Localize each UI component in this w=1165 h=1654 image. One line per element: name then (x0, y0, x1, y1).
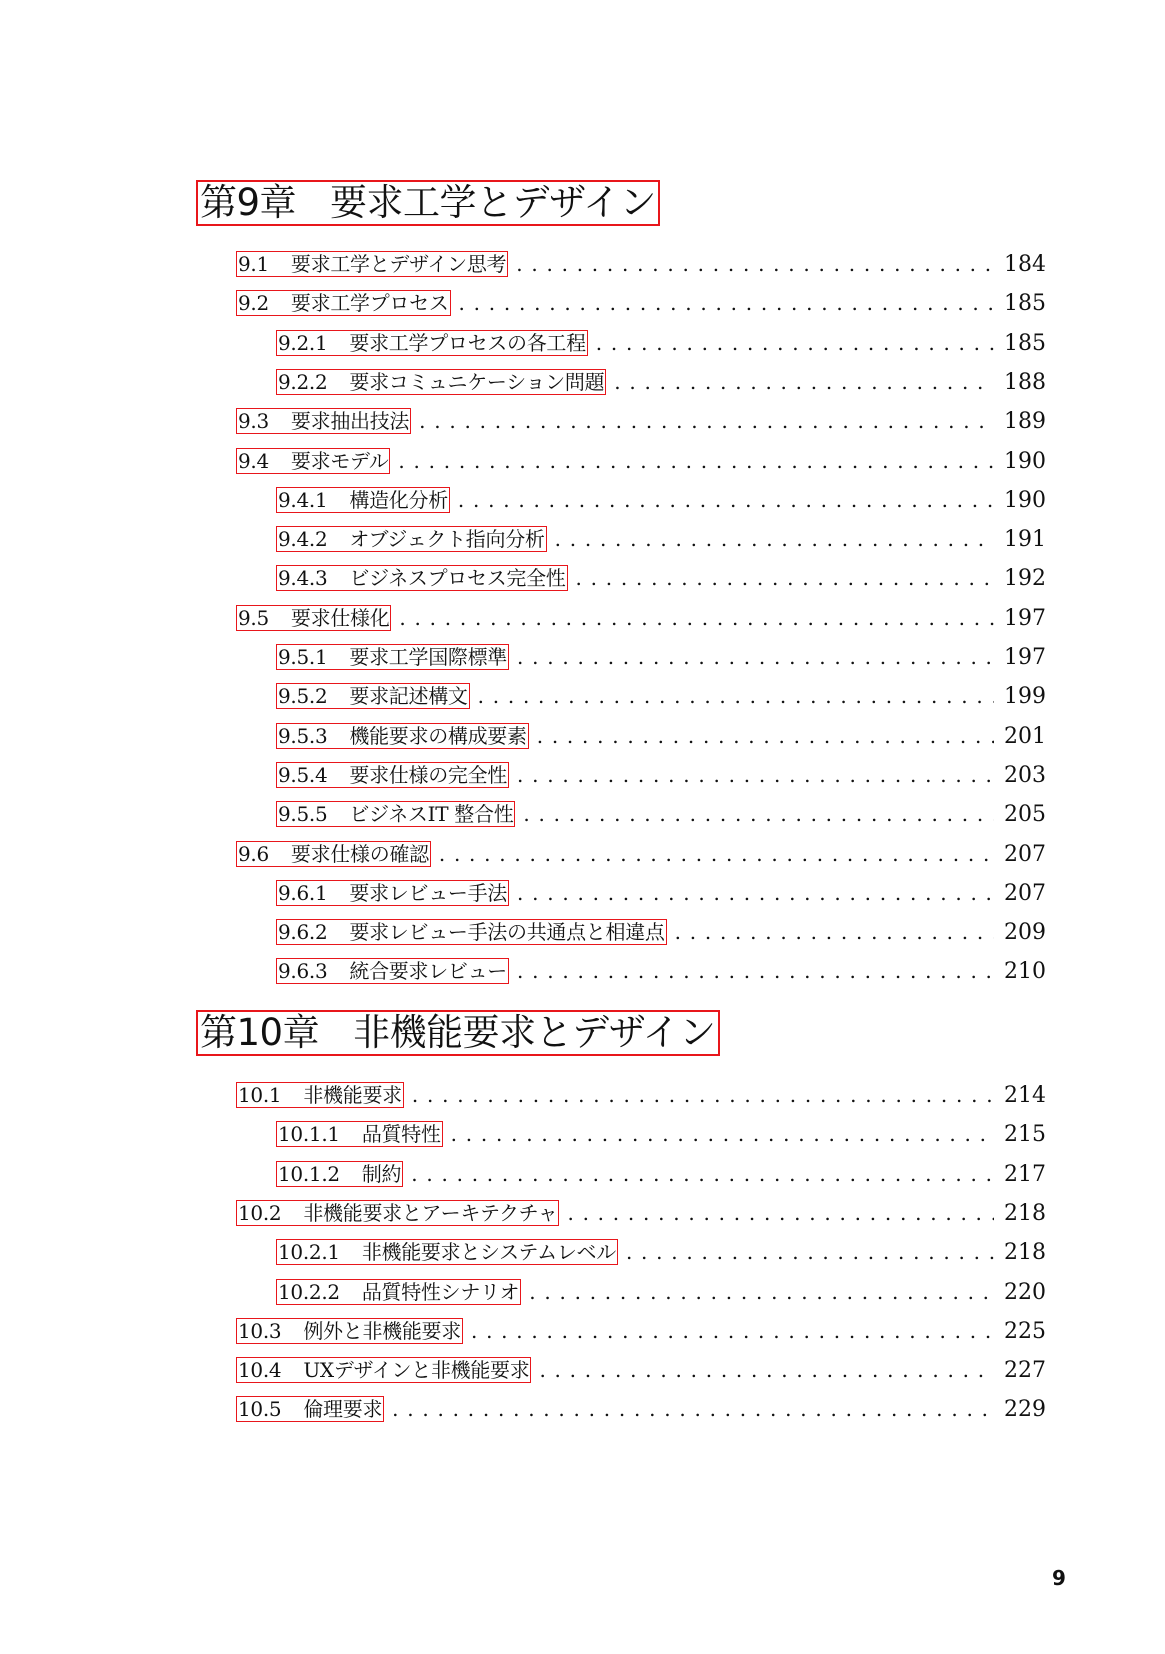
toc-entry[interactable] (236, 1355, 1044, 1385)
toc-entry-label[interactable] (236, 841, 431, 867)
toc-entry-label[interactable] (276, 1121, 443, 1147)
toc-entry-label[interactable] (276, 723, 529, 749)
section-title: 要求仕様の完全性 (349, 762, 507, 787)
page-folio: 9 (1052, 1566, 1066, 1590)
toc-entry-label[interactable] (236, 605, 391, 631)
toc-entry-label[interactable] (276, 487, 450, 513)
toc-entry-label[interactable] (276, 919, 667, 945)
section-number: 9.5.4 (278, 762, 328, 787)
toc-entry-label[interactable] (276, 644, 509, 670)
page-number: 185 (1004, 330, 1046, 356)
dot-leader (517, 956, 994, 986)
dot-leader (567, 1198, 994, 1228)
toc-entry-label[interactable] (276, 762, 509, 788)
section-number: 9.1 (238, 252, 269, 276)
toc-entry[interactable] (276, 524, 1044, 554)
section-number: 9.3 (238, 409, 269, 434)
toc-entry-label[interactable] (276, 683, 470, 709)
section-title: 要求工学プロセス (290, 291, 449, 316)
chapter-heading (196, 1010, 720, 1054)
chapter-number: 第9章 (200, 181, 297, 224)
section-title: オブジェクト指向分析 (349, 527, 545, 552)
toc-entry[interactable] (276, 956, 1044, 986)
page-number: 215 (1004, 1122, 1046, 1148)
page-number: 203 (1004, 762, 1046, 788)
dot-leader (516, 249, 994, 279)
dot-leader (523, 799, 994, 829)
dot-leader (614, 367, 994, 397)
section-number: 9.6.3 (278, 959, 328, 984)
section-title: ビジネスプロセス完全性 (349, 566, 566, 591)
section-number: 9.4.1 (278, 487, 328, 512)
page-number: 188 (1004, 369, 1046, 395)
page-number: 207 (1004, 880, 1046, 906)
section-title: 制約 (361, 1161, 402, 1186)
toc-entry[interactable] (236, 446, 1044, 476)
page-number: 220 (1004, 1279, 1046, 1305)
dot-leader (555, 524, 994, 554)
page-number: 191 (1004, 527, 1046, 553)
page-number: 218 (1004, 1200, 1046, 1226)
dot-leader (451, 1119, 994, 1149)
toc-entry[interactable] (276, 760, 1044, 790)
toc-entry[interactable] (236, 288, 1044, 318)
toc-entry-label[interactable] (236, 1357, 531, 1383)
toc-entry-label[interactable] (276, 801, 515, 827)
section-title: 品質特性シナリオ (361, 1279, 520, 1304)
toc-entry[interactable] (236, 1316, 1044, 1346)
dot-leader (411, 1159, 994, 1189)
section-number: 9.2.1 (278, 330, 328, 355)
dot-leader (529, 1277, 994, 1307)
toc-entry[interactable] (236, 1080, 1044, 1110)
dot-leader (675, 917, 994, 947)
dot-leader (459, 288, 994, 318)
section-title: 品質特性 (361, 1122, 441, 1147)
section-title: 要求レビュー手法の共通点と相違点 (349, 920, 665, 945)
dot-leader (626, 1237, 994, 1267)
section-title: 要求工学とデザイン思考 (290, 252, 507, 276)
toc-entry-label[interactable] (276, 880, 509, 906)
toc-entry[interactable] (276, 1119, 1044, 1149)
section-title: 要求仕様の確認 (290, 841, 429, 866)
section-number: 9.4.3 (278, 566, 328, 591)
toc-entry-label[interactable] (276, 565, 568, 591)
dot-leader (478, 681, 994, 711)
page-number: 227 (1004, 1358, 1046, 1384)
toc-entry-label[interactable] (276, 330, 588, 356)
section-number: 10.2.1 (278, 1240, 340, 1265)
dot-leader (439, 839, 994, 869)
section-title: 要求工学国際標準 (349, 645, 507, 669)
page-number: 189 (1004, 409, 1046, 435)
dot-leader (576, 563, 995, 593)
section-number: 10.4 (238, 1358, 282, 1383)
toc-entry[interactable] (276, 917, 1044, 947)
toc-entry-label[interactable] (236, 448, 390, 474)
dot-leader (398, 446, 994, 476)
section-title: 要求抽出技法 (290, 409, 410, 434)
section-number: 9.2 (238, 291, 269, 316)
section-number: 9.6 (238, 841, 269, 866)
dot-leader (458, 485, 994, 515)
page-number: 214 (1004, 1083, 1046, 1108)
dot-leader (596, 328, 994, 358)
section-title: 非機能要求とアーキテクチャ (303, 1200, 558, 1225)
chapter-heading-box (196, 1010, 720, 1056)
dot-leader (537, 721, 994, 751)
section-title: UXデザインと非機能要求 (303, 1358, 530, 1383)
toc-entry[interactable] (236, 603, 1044, 633)
toc-entry[interactable] (276, 681, 1044, 711)
section-number: 9.5 (238, 605, 269, 630)
dot-leader (399, 603, 994, 633)
toc-entry[interactable] (276, 1159, 1044, 1189)
page-number: 184 (1004, 252, 1046, 277)
chapter-number: 第10章 (200, 1011, 320, 1054)
toc-entry[interactable] (276, 563, 1044, 593)
page-number: 207 (1004, 841, 1046, 867)
page-number: 190 (1004, 487, 1046, 513)
section-title: 要求記述構文 (349, 684, 468, 709)
section-number: 9.5.2 (278, 684, 328, 709)
toc-entry-label[interactable] (276, 526, 547, 552)
section-number: 10.2.2 (278, 1279, 340, 1304)
section-title: 非機能要求とシステムレベル (361, 1240, 616, 1265)
toc-entry-label[interactable] (236, 290, 451, 316)
toc-entry-label[interactable] (276, 1279, 521, 1305)
section-number: 9.4 (238, 448, 269, 473)
section-number: 9.4.2 (278, 527, 328, 552)
toc-entry-label[interactable] (236, 408, 411, 434)
section-number: 9.6.1 (278, 880, 328, 905)
page-number: 217 (1004, 1161, 1046, 1187)
section-number: 10.2 (238, 1200, 282, 1225)
toc-entry[interactable] (276, 642, 1044, 672)
page-number: 209 (1004, 920, 1046, 946)
page-number: 205 (1004, 802, 1046, 828)
section-title: 非機能要求 (303, 1083, 402, 1107)
section-number: 9.2.2 (278, 369, 328, 394)
page-number: 197 (1004, 645, 1046, 670)
section-number: 9.5.5 (278, 802, 328, 827)
toc-entry-label[interactable] (236, 1396, 384, 1422)
dot-leader (539, 1355, 994, 1385)
toc-entry-label[interactable] (276, 369, 606, 395)
page-number: 185 (1004, 291, 1046, 317)
dot-leader (471, 1316, 994, 1346)
dot-leader (517, 642, 994, 672)
dot-leader (392, 1394, 994, 1424)
dot-leader (517, 760, 994, 790)
page-number: 190 (1004, 448, 1046, 474)
section-title: 構造化分析 (349, 487, 448, 512)
toc-entry-label[interactable] (236, 251, 508, 277)
dot-leader (517, 878, 994, 908)
toc-entry[interactable] (276, 1237, 1044, 1267)
section-title: 例外と非機能要求 (303, 1318, 461, 1343)
section-title: 要求工学プロセスの各工程 (349, 330, 586, 355)
toc-entry[interactable] (276, 799, 1044, 829)
section-number: 9.5.1 (278, 645, 328, 669)
toc-entry[interactable] (236, 406, 1044, 436)
section-number: 9.6.2 (278, 920, 328, 945)
toc-entry[interactable] (276, 878, 1044, 908)
section-number: 10.1.2 (278, 1161, 340, 1186)
page-number: 199 (1004, 684, 1046, 710)
toc-entry[interactable] (276, 1277, 1044, 1307)
dot-leader (412, 1080, 994, 1110)
section-title: 要求仕様化 (290, 605, 390, 630)
toc-entry[interactable] (236, 1394, 1044, 1424)
toc-entry[interactable] (276, 485, 1044, 515)
chapter-heading-box (196, 180, 660, 226)
section-number: 10.5 (238, 1397, 282, 1422)
page-number: 229 (1004, 1397, 1046, 1423)
dot-leader (419, 406, 994, 436)
chapter-title: 要求工学とデザイン (330, 181, 656, 224)
page-number: 201 (1004, 723, 1046, 749)
toc-entry-label[interactable] (236, 1318, 463, 1344)
section-number: 10.1 (238, 1083, 282, 1107)
toc-entry[interactable] (276, 367, 1044, 397)
toc-entry[interactable] (276, 721, 1044, 751)
toc-entry-label[interactable] (276, 1161, 403, 1187)
page-number: 192 (1004, 566, 1046, 592)
page-number: 197 (1004, 605, 1046, 631)
toc-entry[interactable] (236, 839, 1044, 869)
section-title: 要求モデル (290, 448, 389, 473)
section-title: 要求コミュニケーション問題 (349, 369, 605, 394)
section-number: 9.5.3 (278, 723, 328, 748)
section-number: 10.1.1 (278, 1122, 340, 1147)
chapter-heading (196, 180, 660, 224)
section-title: 統合要求レビュー (349, 959, 507, 984)
section-title: 倫理要求 (303, 1397, 383, 1422)
page-number: 225 (1004, 1318, 1046, 1344)
toc-entry[interactable] (236, 1198, 1044, 1228)
section-title: ビジネスIT 整合性 (349, 802, 514, 827)
toc-entry[interactable] (236, 249, 1044, 279)
toc-entry-label[interactable] (276, 958, 509, 984)
section-title: 要求レビュー手法 (349, 880, 507, 905)
toc-entry-label[interactable] (236, 1200, 559, 1226)
toc-entry-label[interactable] (236, 1082, 404, 1108)
section-number: 10.3 (238, 1318, 282, 1343)
toc-entry[interactable] (276, 328, 1044, 358)
chapter-title: 非機能要求とデザイン (353, 1011, 716, 1054)
section-title: 機能要求の構成要素 (349, 723, 527, 748)
page-number: 218 (1004, 1240, 1046, 1266)
toc-entry-label[interactable] (276, 1239, 618, 1265)
page-number: 210 (1004, 959, 1046, 985)
